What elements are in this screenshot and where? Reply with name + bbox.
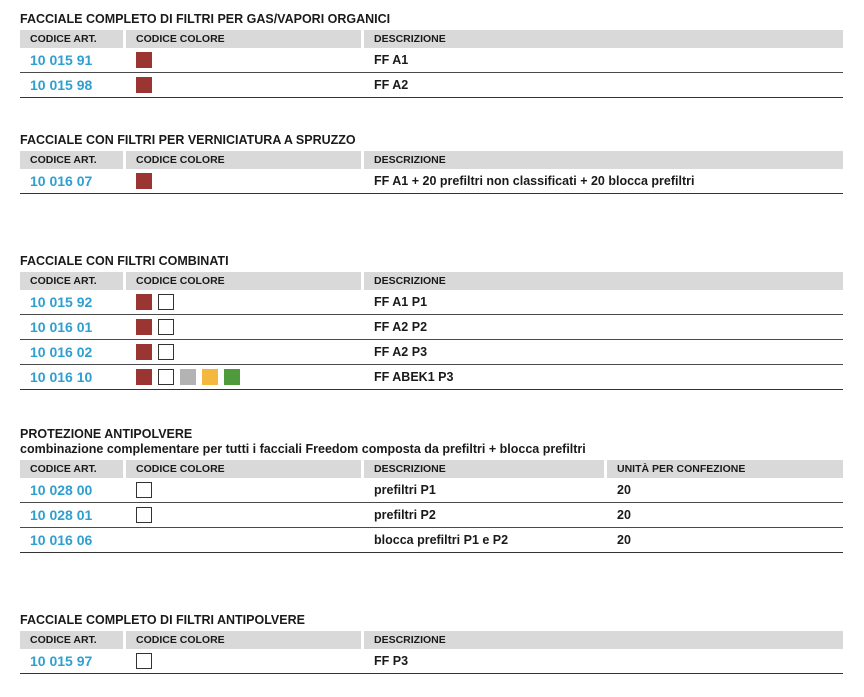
table-header: [20, 631, 843, 649]
color-code: [126, 507, 361, 523]
description: FF P3: [374, 654, 409, 668]
section-title: FACCIALE COMPLETO DI FILTRI PER GAS/VAPORI ORGANICI: [20, 12, 391, 26]
table-header: [20, 272, 843, 290]
header-code: CODICE ART.: [20, 151, 123, 169]
color-code: [126, 52, 361, 68]
color-swatch-brown: [136, 319, 152, 335]
table-row: [20, 315, 843, 340]
color-swatch-brown: [136, 173, 152, 189]
color-swatch-brown: [136, 52, 152, 68]
header-color: CODICE COLORE: [126, 151, 361, 169]
units-per-pack: 20: [617, 508, 631, 522]
color-code: [126, 482, 361, 498]
color-swatch-white: [136, 653, 152, 669]
article-code: 10 016 07: [30, 173, 93, 189]
table-body: [20, 48, 843, 98]
article-code: 10 015 92: [30, 294, 93, 310]
article-code: 10 016 02: [30, 344, 93, 360]
color-code: [126, 173, 361, 189]
header-desc: DESCRIZIONE: [364, 151, 843, 169]
color-swatch-white: [158, 319, 174, 335]
section-title: PROTEZIONE ANTIPOLVERE: [20, 427, 193, 441]
header-desc: DESCRIZIONE: [364, 272, 843, 290]
description: FF A2: [374, 78, 409, 92]
section-subtitle: combinazione complementare per tutti i facciali Freedom composta da prefiltri + blocca prefiltri: [20, 442, 586, 456]
color-swatch-white: [158, 294, 174, 310]
header-desc: DESCRIZIONE: [364, 30, 843, 48]
article-code: 10 028 01: [30, 507, 93, 523]
table-header: [20, 30, 843, 48]
color-swatch-brown: [136, 344, 152, 360]
table-body: [20, 169, 843, 194]
description: prefiltri P2: [374, 508, 436, 522]
table-header: [20, 151, 843, 169]
table-body: [20, 290, 843, 390]
article-code: 10 015 97: [30, 653, 93, 669]
section-gas-vapori: [20, 12, 843, 98]
table-header: [20, 460, 843, 478]
color-swatch-brown: [136, 77, 152, 93]
header-color: CODICE COLORE: [126, 272, 361, 290]
table-row: [20, 340, 843, 365]
description: FF A2 P3: [374, 345, 428, 359]
description: FF A1 + 20 prefiltri non classificati + 20 blocca prefiltri: [374, 174, 695, 188]
header-code: CODICE ART.: [20, 272, 123, 290]
section-title: FACCIALE COMPLETO DI FILTRI ANTIPOLVERE: [20, 613, 305, 627]
header-color: CODICE COLORE: [126, 631, 361, 649]
color-code: [126, 369, 361, 385]
description: FF A1 P1: [374, 295, 428, 309]
header-code: CODICE ART.: [20, 30, 123, 48]
article-code: 10 016 06: [30, 532, 93, 548]
section-title: FACCIALE CON FILTRI COMBINATI: [20, 254, 229, 268]
color-swatch-brown: [136, 369, 152, 385]
header-qty: UNITÀ PER CONFEZIONE: [607, 460, 843, 478]
table-row: [20, 649, 843, 674]
description: FF A1: [374, 53, 409, 67]
table-row: [20, 528, 843, 553]
color-swatch-brown: [136, 294, 152, 310]
table-row: [20, 290, 843, 315]
table-row: [20, 48, 843, 73]
color-swatch-white: [136, 507, 152, 523]
article-code: 10 016 10: [30, 369, 93, 385]
color-code: [126, 319, 361, 335]
color-code: [126, 653, 361, 669]
header-code: CODICE ART.: [20, 460, 123, 478]
description: FF ABEK1 P3: [374, 370, 454, 384]
table-row: [20, 503, 843, 528]
header-desc: DESCRIZIONE: [364, 460, 604, 478]
color-swatch-yellow: [202, 369, 218, 385]
description: blocca prefiltri P1 e P2: [374, 533, 509, 547]
color-code: [126, 294, 361, 310]
table-row: [20, 478, 843, 503]
table-body: [20, 478, 843, 553]
color-swatch-white: [158, 344, 174, 360]
color-swatch-grey: [180, 369, 196, 385]
units-per-pack: 20: [617, 483, 631, 497]
table-body: [20, 649, 843, 674]
header-color: CODICE COLORE: [126, 460, 361, 478]
description: FF A2 P2: [374, 320, 428, 334]
article-code: 10 016 01: [30, 319, 93, 335]
color-code: [126, 344, 361, 360]
article-code: 10 028 00: [30, 482, 93, 498]
description: prefiltri P1: [374, 483, 436, 497]
table-row: [20, 169, 843, 194]
article-code: 10 015 91: [30, 52, 93, 68]
article-code: 10 015 98: [30, 77, 93, 93]
section-verniciatura: [20, 133, 843, 194]
table-row: [20, 73, 843, 98]
header-code: CODICE ART.: [20, 631, 123, 649]
color-swatch-white: [136, 482, 152, 498]
units-per-pack: 20: [617, 533, 631, 547]
color-code: [126, 77, 361, 93]
table-row: [20, 365, 843, 390]
header-desc: DESCRIZIONE: [364, 631, 843, 649]
header-color: CODICE COLORE: [126, 30, 361, 48]
section-antipolvere: [20, 427, 843, 553]
section-filtri-antipolvere: [20, 613, 843, 674]
section-title: FACCIALE CON FILTRI PER VERNICIATURA A SPRUZZO: [20, 133, 356, 147]
color-swatch-white: [158, 369, 174, 385]
section-filtri-combinati: [20, 254, 843, 390]
color-swatch-green: [224, 369, 240, 385]
